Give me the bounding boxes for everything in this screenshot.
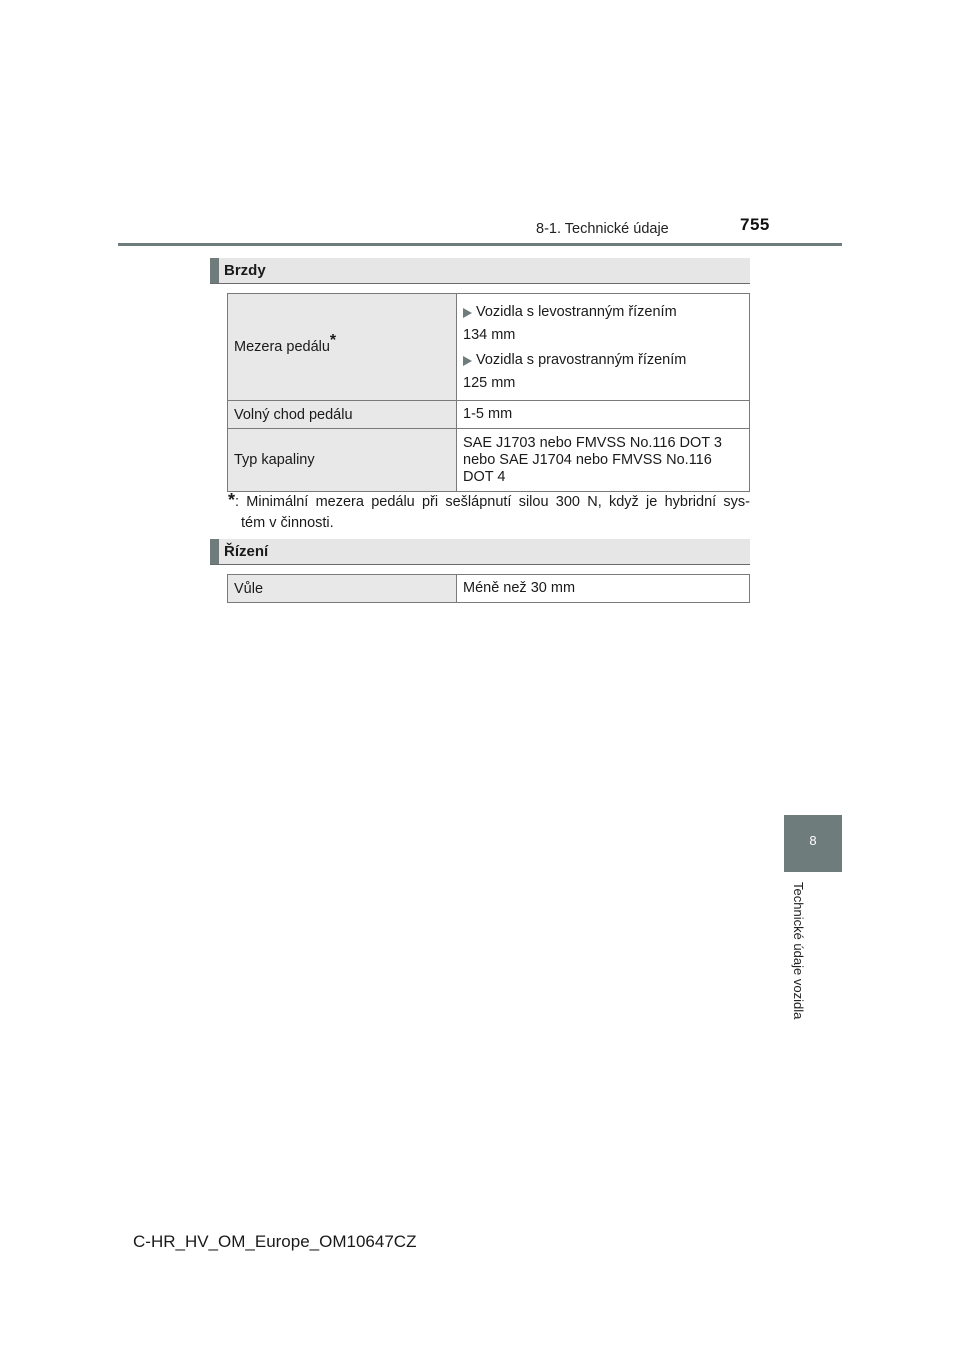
document-code: C-HR_HV_OM_Europe_OM10647CZ [133, 1232, 417, 1251]
table-row-play [228, 575, 750, 603]
row-value: Méně než 30 mm [463, 580, 576, 596]
option-line [463, 304, 743, 321]
row-label: Mezera pedálu [234, 339, 330, 355]
footnote-reference-mark: * [329, 332, 337, 349]
row-value-line: nebo SAE J1704 nebo FMVSS No.116 [463, 451, 712, 468]
row-value-cell [457, 575, 750, 603]
row-value: 1-5 mm [463, 406, 513, 422]
row-label-cell [228, 294, 457, 401]
triangle-bullet-icon [463, 356, 472, 366]
section-heading-brakes [210, 258, 750, 284]
table-row-pedal-gap [228, 294, 750, 401]
section-accent-bar [210, 258, 219, 283]
footnote-line [228, 490, 750, 513]
steering-spec-table [227, 574, 750, 603]
option-value: 134 mm [463, 327, 516, 343]
brakes-spec-table [227, 293, 750, 492]
option-label: Vozidla s levostranným řízením [476, 304, 677, 320]
chapter-tab-label: Technické údaje vozidla [791, 882, 806, 1020]
footnote [228, 490, 750, 534]
footnote-line [228, 513, 750, 534]
row-label: Typ kapaliny [234, 452, 315, 468]
triangle-bullet-icon [463, 308, 472, 318]
chapter-heading: 8-1. Technické údaje [536, 221, 669, 237]
header-divider [118, 243, 842, 246]
footnote-mark: * [228, 490, 236, 510]
row-label: Vůle [234, 580, 264, 597]
row-value-cell [457, 429, 750, 492]
row-label-cell [228, 401, 457, 429]
footnote-text: : Minimální mezera pedálu při sešlápnutí silou 300 N, když je hybridní sys- [235, 494, 750, 510]
section-heading-steering [210, 539, 750, 565]
table-row-free-play [228, 401, 750, 429]
chapter-tab [784, 815, 842, 872]
row-label-cell [228, 429, 457, 492]
option-value: 125 mm [463, 375, 516, 391]
section-accent-bar [210, 539, 219, 564]
row-label-cell [228, 575, 457, 603]
table-row-fluid-type [228, 429, 750, 492]
row-label: Volný chod pedálu [234, 406, 353, 423]
row-value-line: DOT 4 [463, 468, 506, 485]
footnote-text: tém v činnosti. [241, 515, 334, 531]
option-line [463, 352, 743, 369]
chapter-tab-number: 8 [809, 833, 817, 848]
row-value-line: SAE J1703 nebo FMVSS No.116 DOT 3 [463, 434, 722, 451]
page-number: 755 [740, 215, 770, 234]
section-title: Řízení [224, 543, 269, 560]
section-title: Brzdy [224, 262, 266, 279]
row-value-cell [457, 401, 750, 429]
option-label: Vozidla s pravostranným řízením [476, 352, 687, 368]
row-value-cell [457, 294, 750, 401]
